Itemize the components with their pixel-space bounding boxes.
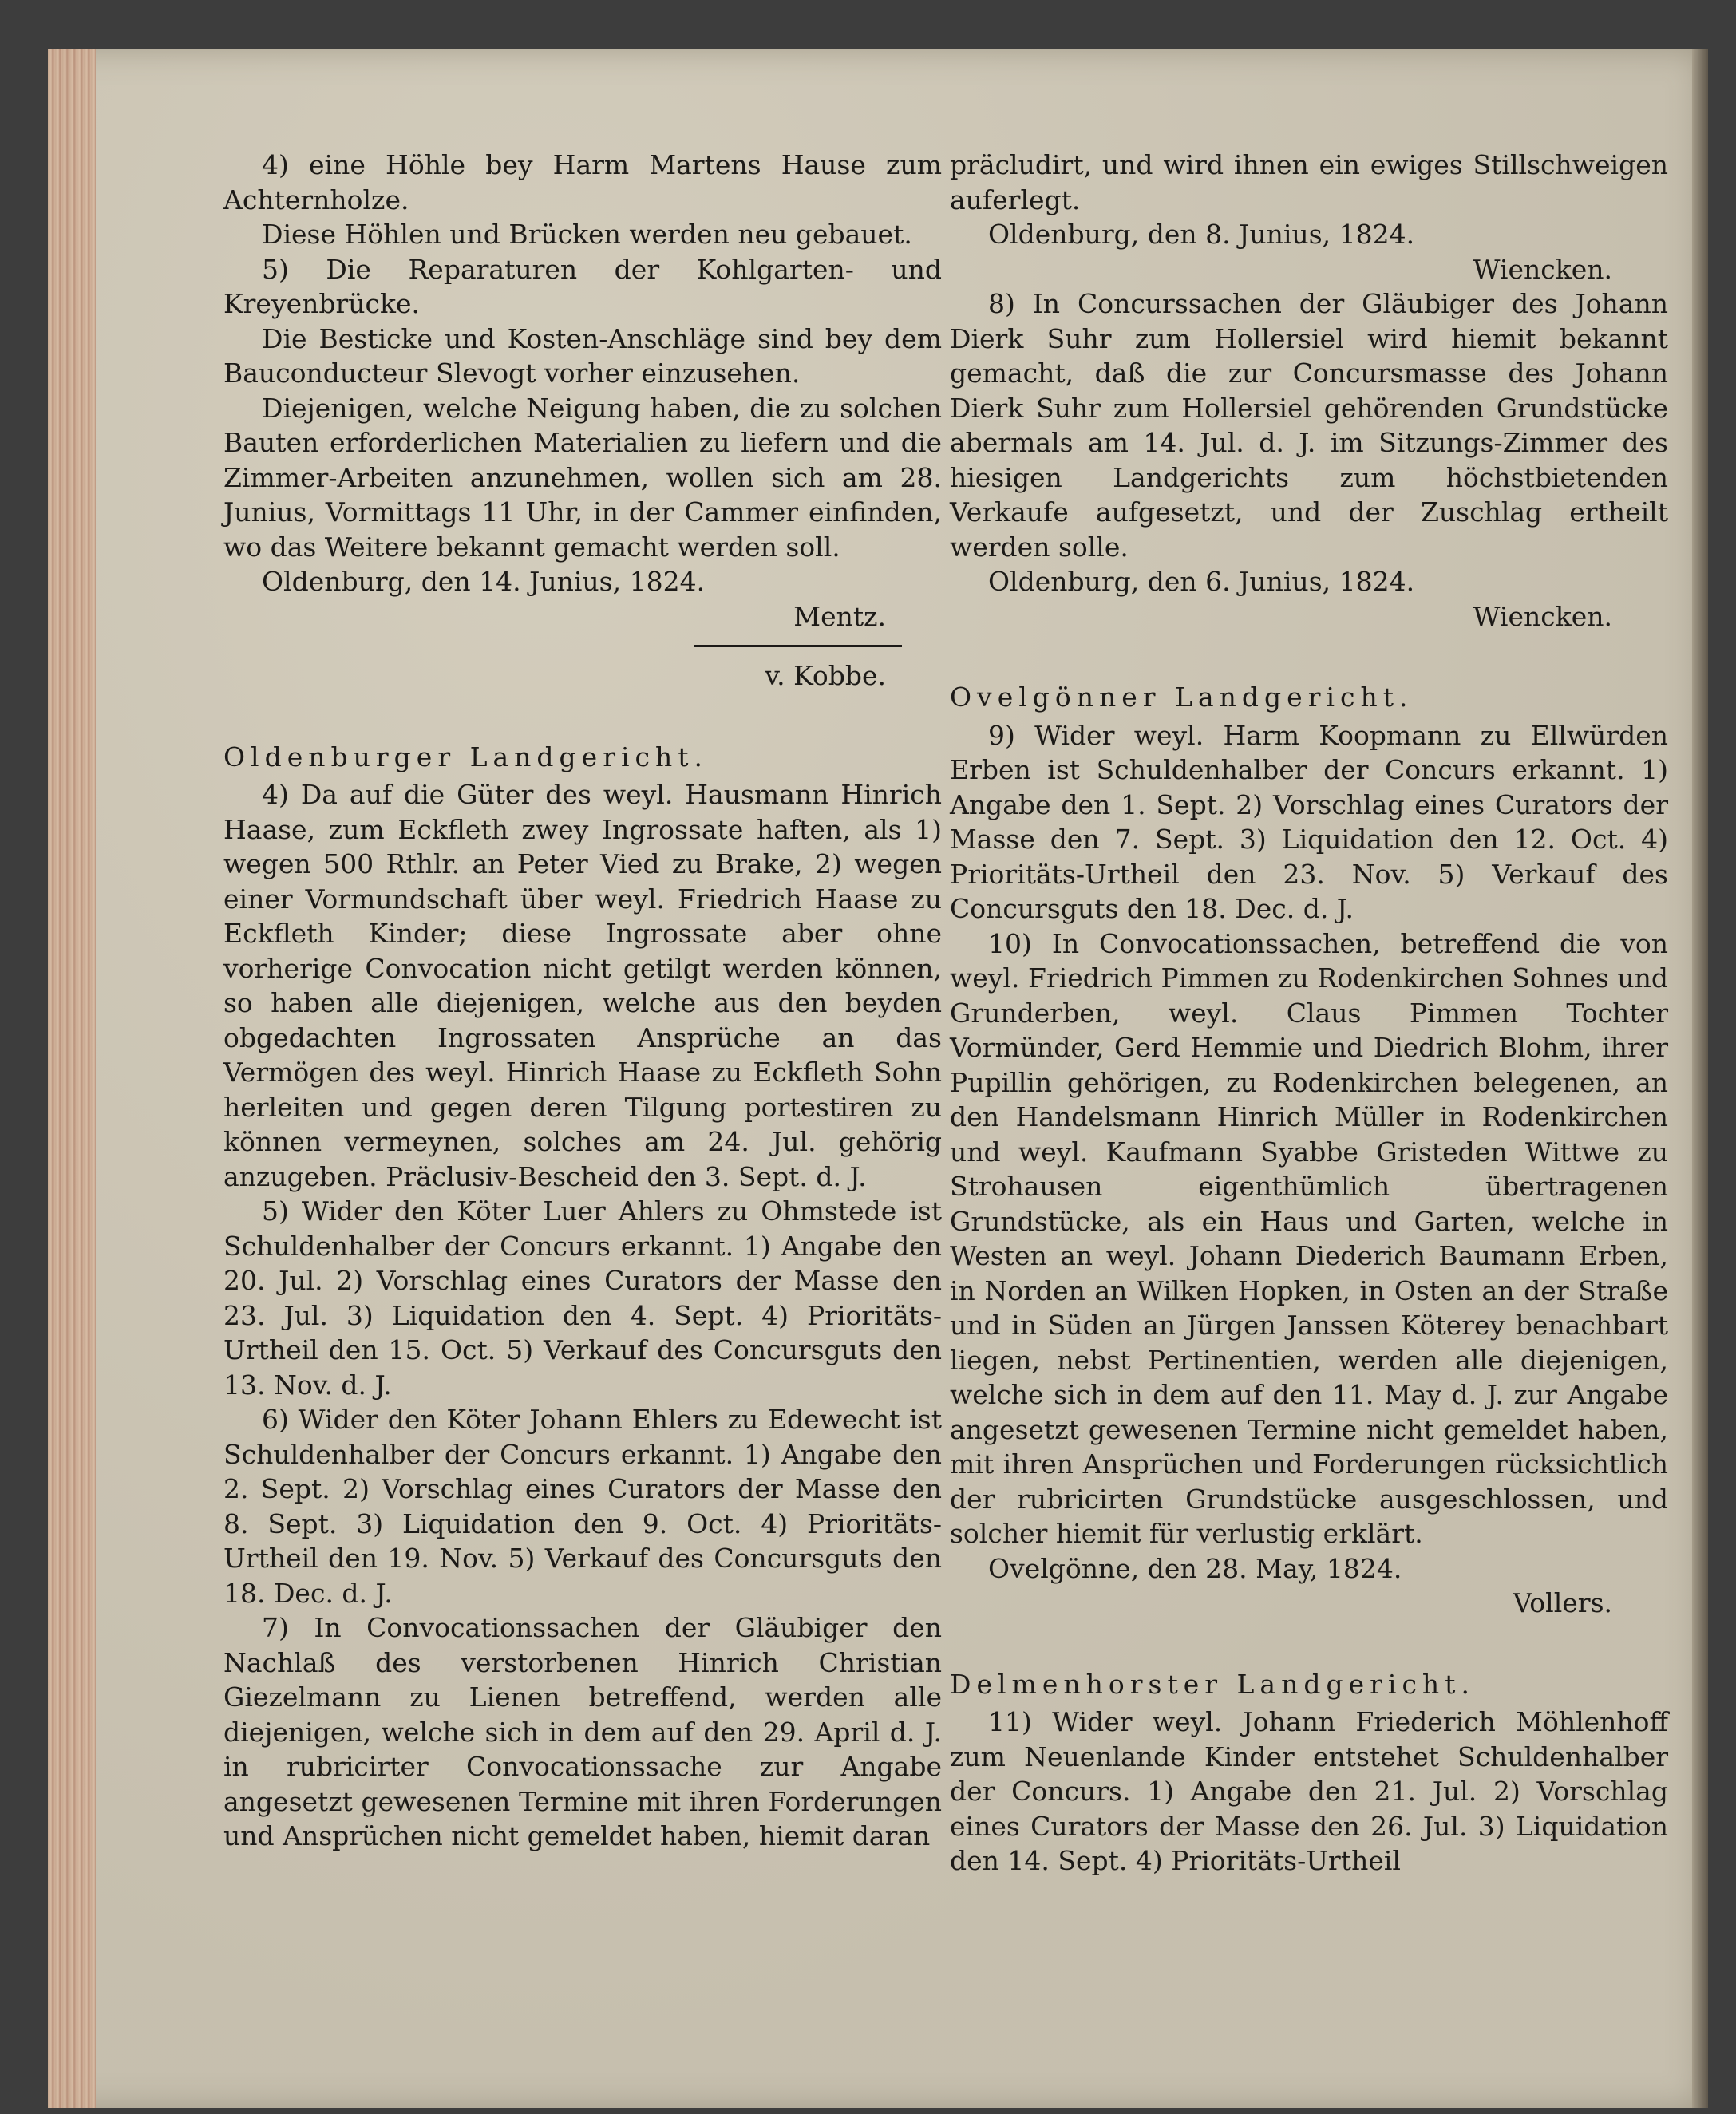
item5-repairs: 5) Die Reparaturen der Kohlgarten- und Kreyenbrücke. — [223, 253, 942, 319]
notice-4: 4) Da auf die Güter des weyl. Hausmann Hinrich Haase, zum Eckfleth zwey Ingrossate haften, als 1) wegen 500 Rthlr. an Peter Vied zu Brake, 2) wegen einer Vormundschaft über weyl. Friedrich Haase zu Eckfleth Kinder; diese Ingrossate aber ohne vorherige Convocation nicht getilgt werden können, so haben alle diejenigen, welche aus den beyden obgedachten Ingrossaten Ansprüche an das Vermögen des weyl. Hinrich Haase zu Eckfleth Sohn herleiten und gegen deren Tilgung portestiren zu können vermeynen, solches am 24. Jul. gehörig anzugeben. Präclusiv-Bescheid den 3. Sept. d. J. — [223, 779, 942, 1192]
notice-5: 5) Wider den Köter Luer Ahlers zu Ohmstede ist Schuldenhalber der Concurs erkannt. 1) Angabe den 20. Jul. 2) Vorschlag eines Curators der Masse den 23. Jul. 3) Liquidation den 4. Sept. 4) Prioritäts-Urtheil den 15. Oct. 5) Verkauf des Concursguts den 13. Nov. d. J. — [223, 1195, 942, 1401]
notice-7: 7) In Convocationssachen der Gläubiger den Nachlaß des verstorbenen Hinrich Christian Giezelmann zu Lienen betreffend, werden alle diejenigen, welche sich in dem auf den 29. April d. J. in rubricirter Convocationssache zur Angabe angesetzt gewesenen Termine mit ihren Forderungen und Ansprüchen nicht gemeldet haben, hiemit daran — [223, 1612, 942, 1851]
notice-10: 10) In Convocationssachen, betreffend die von weyl. Friedrich Pimmen zu Rodenkirchen Sohnes und Grunderben, weyl. Claus Pimmen Tochter Vormünder, Gerd Hemmie und Diedrich Blohm, ihrer Pupillin gehörigen, zu Rodenkirchen belegenen, an den Handelsmann Hinrich Müller in Rodenkirchen und weyl. Kaufmann Syabbe Gristeden Wittwe zu Strohausen eigenthümlich übertragenen Grundstücke, als ein Haus und Garten, welche in Westen an weyl. Johann Diederich Baumann Erben, in Norden an Wilken Hopken, in Osten an der Straße und in Süden an Jürgen Janssen Köterey benachbart liegen, nebst Pertinentien, werden alle diejenigen, welche sich in dem auf den 11. May d. J. zur Angabe angesetzt gewesenen Termine nicht gemeldet haben, mit ihren Ansprüchen und Forderungen rücksichtlich der rubricirten Grundstücke ausgeschlossen, und solcher hiemit für verlustig erklärt. — [950, 927, 1668, 1549]
notice-continuation: präcludirt, und wird ihnen ein ewiges Stillschweigen auferlegt. — [950, 149, 1668, 215]
bridges-note: Diese Höhlen und Brücken werden neu gebauet. — [262, 219, 912, 250]
dateline: Oldenburg, den 8. Junius, 1824. — [988, 219, 1415, 250]
divider-rule — [694, 645, 902, 647]
book-spine — [1692, 49, 1708, 2108]
dateline: Oldenburg, den 6. Junius, 1824. — [988, 566, 1415, 597]
section-heading: Delmenhorster Landgericht. — [950, 1668, 1475, 1700]
signature: Mentz. — [793, 600, 886, 632]
section-heading: Oldenburger Landgericht. — [223, 741, 709, 772]
notice-9: 9) Wider weyl. Harm Koopmann zu Ellwürden Erben ist Schuldenhalber der Concurs erkannt. 1) Angabe den 1. Sept. 2) Vorschlag eines Curators der Masse den 7. Sept. 3) Liquidation den 12. Oct. 4) Prioritäts-Urtheil den 23. Nov. 5) Verkauf des Concursguts den 18. Dec. d. J. — [950, 719, 1668, 924]
notice-6: 6) Wider den Köter Johann Ehlers zu Edewecht ist Schuldenhalber der Concurs erkannt. 1) Angabe den 2. Sept. 2) Vorschlag eines Curators der Masse den 8. Sept. 3) Liquidation den 9. Oct. 4) Prioritäts-Urtheil den 19. Nov. 5) Verkauf des Concursguts den 18. Dec. d. J. — [223, 1404, 942, 1609]
signature: Wiencken. — [1473, 600, 1612, 632]
right-column — [950, 148, 1668, 1879]
left-column — [223, 148, 942, 1854]
signature: Vollers. — [1513, 1587, 1612, 1618]
paragraph-diejenigen: Diejenigen, welche Neigung haben, die zu solchen Bauten erforderlichen Materialien zu liefern und die Zimmer-Arbeiten anzunehmen, wollen sich am 28. Junius, Vormittags 11 Uhr, in der Cammer einfinden, wo das Weitere bekannt gemacht werden soll. — [223, 392, 942, 563]
dateline: Oldenburg, den 14. Junius, 1824. — [262, 566, 706, 597]
item4-line: 4) eine Höhle bey Harm Martens Hause zum Achternholze. — [223, 149, 942, 215]
page-edge-stack — [48, 49, 96, 2108]
section-heading: Ovelgönner Landgericht. — [950, 682, 1414, 713]
notice-8: 8) In Concurssachen der Gläubiger des Johann Dierk Suhr zum Hollersiel wird hiemit bekannt gemacht, daß die zur Concursmasse des Johann Dierk Suhr zum Hollersiel gehörenden Grundstücke abermals am 14. Jul. d. J. im Sitzungs-Zimmer des hiesigen Landgerichts zum höchstbietenden Verkaufe aufgesetzt, und der Zuschlag ertheilt werden solle. — [950, 288, 1668, 563]
notice-11: 11) Wider weyl. Johann Friederich Möhlenhoff zum Neuenlande Kinder entstehet Schuldenhalber der Concurs. 1) Angabe den 21. Jul. 2) Vorschlag eines Curators der Masse den 26. Jul. 3) Liquidation den 14. Sept. 4) Prioritäts-Urtheil — [950, 1706, 1668, 1876]
paragraph-besticke: Die Besticke und Kosten-Anschläge sind bey dem Bauconducteur Slevogt vorher einzusehen. — [223, 322, 942, 389]
dateline: Ovelgönne, den 28. May, 1824. — [988, 1552, 1402, 1584]
signature: v. Kobbe. — [765, 660, 886, 691]
signature: Wiencken. — [1473, 253, 1612, 285]
